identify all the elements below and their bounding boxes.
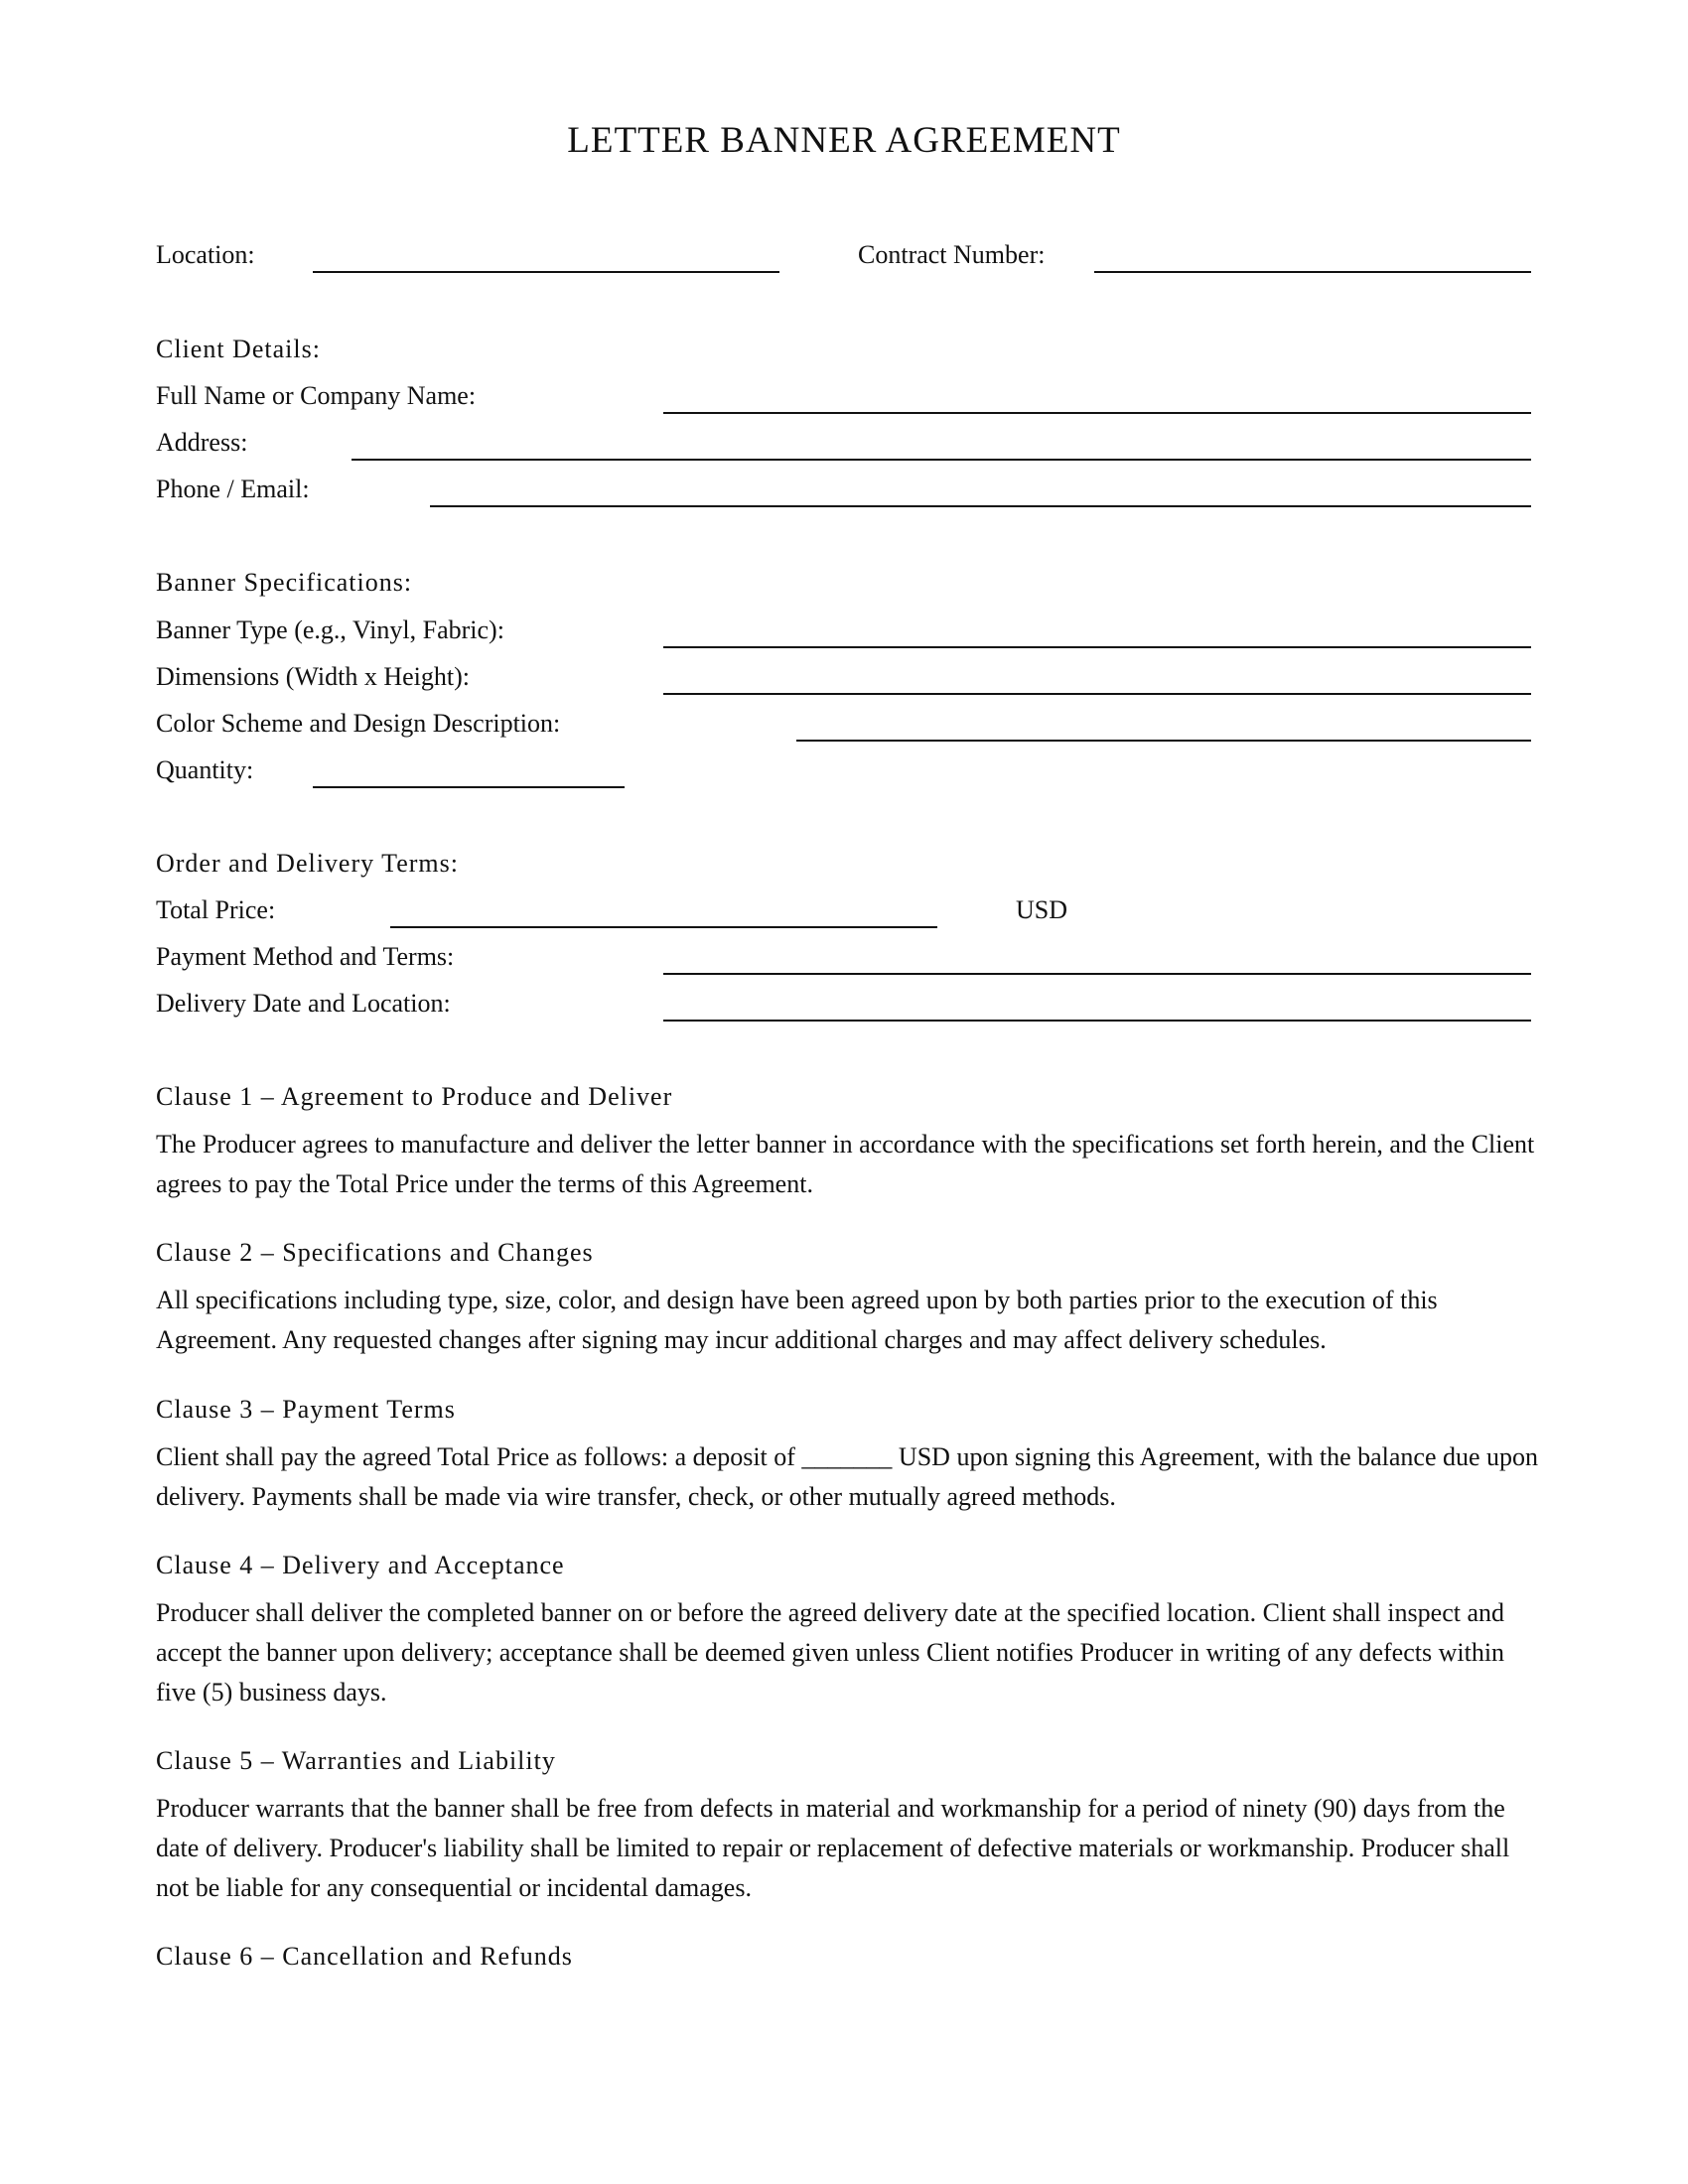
client-name-field[interactable] <box>663 412 1531 414</box>
payment-method-field[interactable] <box>663 973 1531 975</box>
clause-5-title: Clause 5 – Warranties and Liability <box>156 1746 556 1775</box>
payment-method-label: Payment Method and Terms: <box>156 942 455 971</box>
dimensions-field[interactable] <box>663 693 1531 695</box>
quantity-label: Quantity: <box>156 755 254 784</box>
client-address-label: Address: <box>156 428 248 457</box>
color-scheme-field[interactable] <box>796 740 1531 742</box>
location-label: Location: <box>156 240 255 269</box>
banner-type-field[interactable] <box>663 646 1531 648</box>
clause-2-text: All specifications including type, size, color, and design have been agreed upon by both parties prior to the execution of this Agreement. Any requested changes after signing may incur additional charges and may affect delivery schedules. <box>156 1286 1438 1354</box>
client-contact-label: Phone / Email: <box>156 475 310 503</box>
clause-5-text: Producer warrants that the banner shall be free from defects in material and workmanship for a period of ninety (90) days from the date of delivery. Producer's liability shall be limited to repair or replacement of defective materials or workmanship. Producer shall not be liable for any consequential or incidental damages. <box>156 1794 1510 1902</box>
delivery-date-label: Delivery Date and Location: <box>156 989 451 1018</box>
clause-1-text: The Producer agrees to manufacture and deliver the letter banner in accordance with the specifications set forth herein, and the Client agrees to pay the Total Price under the terms of this Agreement. <box>156 1130 1535 1198</box>
clause-4-title: Clause 4 – Delivery and Acceptance <box>156 1551 565 1579</box>
total-price-label: Total Price: <box>156 895 276 924</box>
client-name-label: Full Name or Company Name: <box>156 381 477 410</box>
document-title: LETTER BANNER AGREEMENT <box>567 120 1121 161</box>
color-scheme-label: Color Scheme and Design Description: <box>156 709 561 738</box>
delivery-date-field[interactable] <box>663 1020 1531 1022</box>
banner-type-label: Banner Type (e.g., Vinyl, Fabric): <box>156 615 504 644</box>
client-address-field[interactable] <box>352 459 1531 461</box>
client-details-heading: Client Details: <box>156 335 321 363</box>
clause-3-title: Clause 3 – Payment Terms <box>156 1395 456 1424</box>
contract-number-label: Contract Number: <box>858 240 1046 269</box>
client-contact-field[interactable] <box>430 505 1531 507</box>
clause-3-text: Client shall pay the agreed Total Price as follows: a deposit of _______ USD upon signing this Agreement, with the balance due upon delivery. Payments shall be made via wire transfer, check, or other mutually agreed methods. <box>156 1442 1539 1511</box>
clause-1-title: Clause 1 – Agreement to Produce and Deliver <box>156 1082 673 1111</box>
banner-specifications-heading: Banner Specifications: <box>156 568 413 597</box>
clause-6-title: Clause 6 – Cancellation and Refunds <box>156 1942 573 1971</box>
dimensions-label: Dimensions (Width x Height): <box>156 662 470 691</box>
order-terms-heading: Order and Delivery Terms: <box>156 849 459 878</box>
clause-2-title: Clause 2 – Specifications and Changes <box>156 1238 594 1267</box>
location-field[interactable] <box>313 271 779 273</box>
quantity-field[interactable] <box>313 786 625 788</box>
total-price-field[interactable] <box>390 926 937 928</box>
clause-4-text: Producer shall deliver the completed banner on or before the agreed delivery date at the specified location. Client shall inspect and accept the banner upon delivery; acceptance shall be deemed given unless Client notifies Producer in writing of any defects within five (5) business days. <box>156 1598 1505 1706</box>
contract-number-field[interactable] <box>1094 271 1531 273</box>
currency-label: USD <box>1016 895 1068 924</box>
